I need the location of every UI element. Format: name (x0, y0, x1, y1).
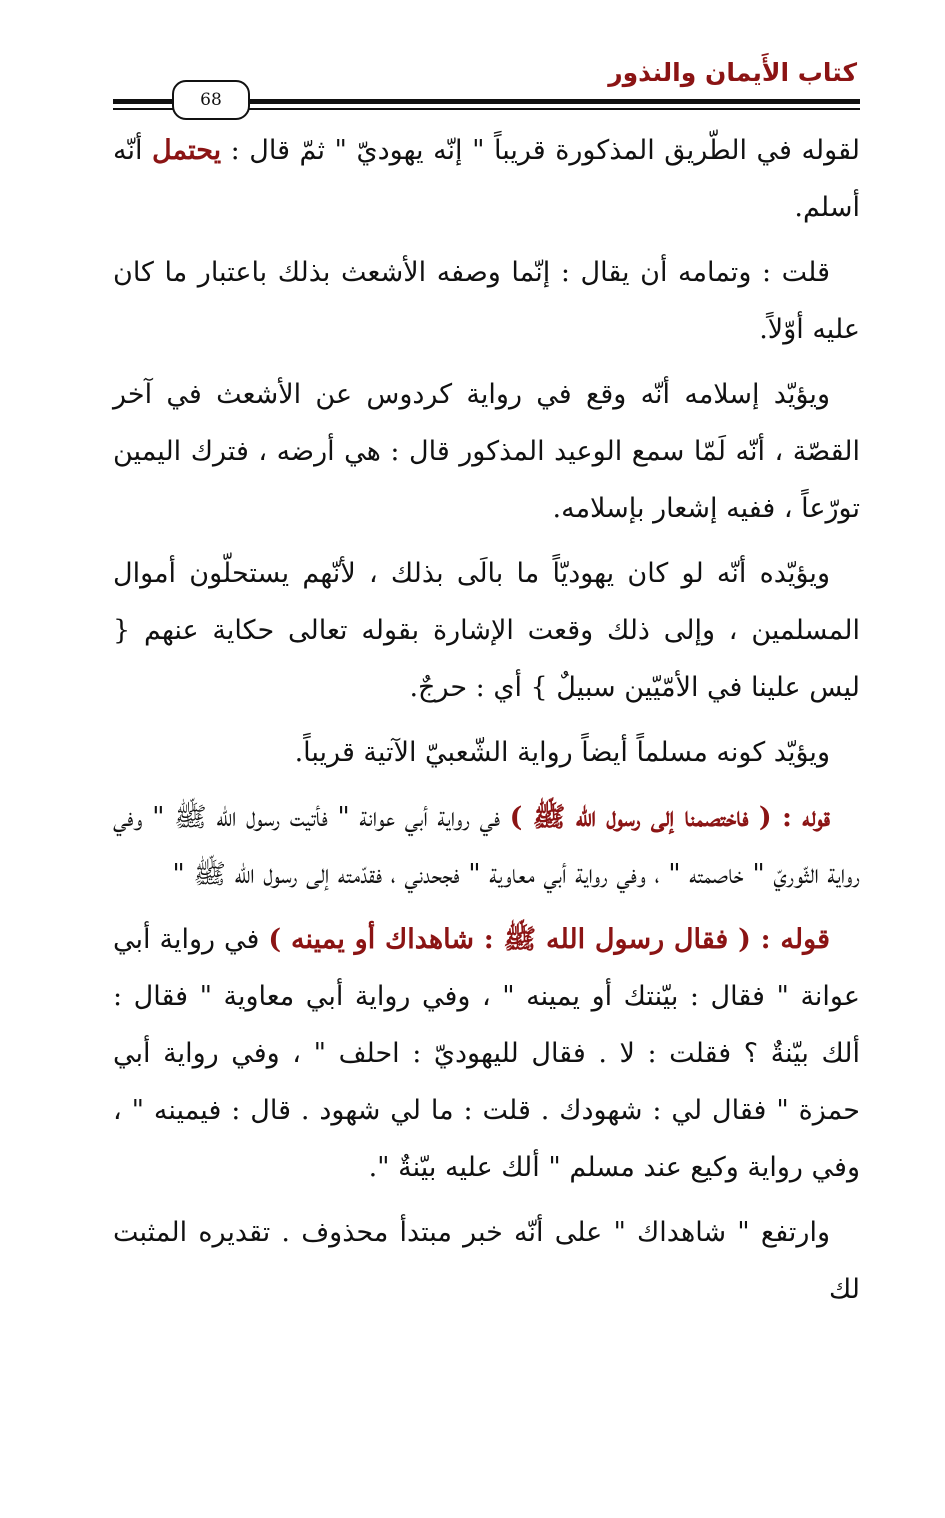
paragraph-5: ويؤيّد كونه مسلماً أيضاً رواية الشّعبيّ الآتية قريباً. (294, 737, 830, 768)
body-text (113, 122, 860, 1326)
text-span: في رواية أبي عوانة " فقال : بيّنتك أو يمينه " ، وفي رواية أبي معاوية " فقال : ألك بيّنةٌ ؟ فقلت : لا . فقال لليهوديّ : احلف " ، وفي رواية أبي حمزة " فقال لي : شهودك . قلت : ما لي شهود . قال : فيمينه " ، وفي رواية وكيع عند مسلم " ألك عليه بيّنةٌ ". (113, 924, 860, 1183)
paragraph-3: ويؤيّد إسلامه أنّه وقع في رواية كردوس عن الأشعث في آخر القصّة ، أنّه لَمّا سمع الوعيد المذكور قال : هي أرضه ، فترك اليمين تورّعاً ، ففيه إشعار بإسلامه. (113, 379, 860, 524)
paragraph-7 (113, 911, 860, 1196)
hadith-heading: قوله : ( فقال رسول الله ﷺ : شاهداك أو يمينه ) (268, 924, 830, 955)
paragraph-6 (113, 789, 860, 903)
paragraph-8: وارتفع " شاهداك " على أنّه خبر مبتدأ محذوف . تقديره المثبت لك (113, 1217, 860, 1305)
highlight-word: يحتمل (152, 135, 222, 166)
book-title: كتاب الأَيمان والنذور (608, 58, 857, 87)
text-span: في رواية أبي عوانة " فأتيت رسول الله ﷺ " وفي رواية الثّوريّ " خاصمته " ، وفي رواية أبي معاوية " فجحدني ، فقدّمته إلى رسول الله ﷺ " (113, 802, 860, 890)
hadith-heading: قوله : ( فاختصمنا إلى رسول الله ﷺ ) (509, 802, 830, 833)
text-span: لقوله في الطّريق المذكورة قريباً " إنّه يهوديّ " ثمّ قال : (221, 135, 860, 166)
paragraph-4: ويؤيّده أنّه لو كان يهوديّاً ما بالَى بذلك ، لأنّهم يستحلّون أموال المسلمين ، وإلى ذلك وقعت الإشارة بقوله تعالى حكاية عنهم { ليس علينا في الأمّيّين سبيلٌ } أي : حرجٌ. (113, 558, 860, 703)
text-span: أنّه أسلم. (113, 135, 860, 223)
paragraph-2: قلت : وتمامه أن يقال : إنّما وصفه الأشعث بذلك باعتبار ما كان عليه أوّلاً. (113, 257, 860, 345)
paragraph-1 (113, 122, 860, 236)
page-number: 68 (172, 80, 250, 120)
